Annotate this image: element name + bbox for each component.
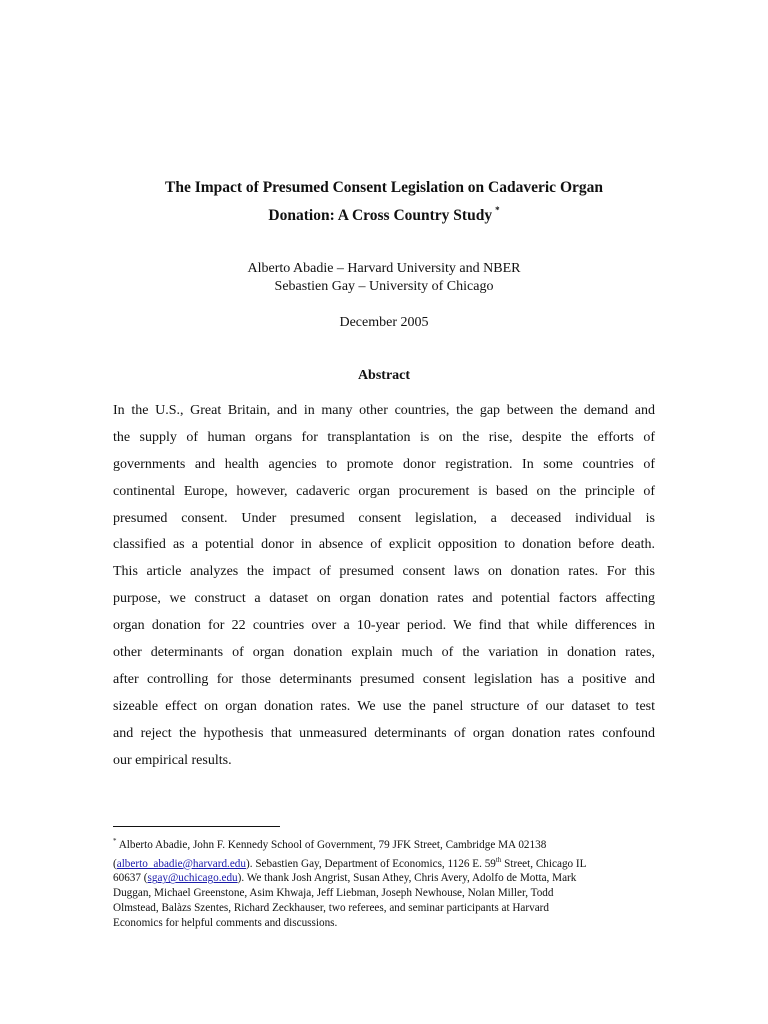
- footnote-line-4: Duggan, Michael Greenstone, Asim Khwaja, Jeff Liebman, Joseph Newhouse, Nolan Miller, Todd: [113, 887, 554, 900]
- footnote-text: Street, Chicago IL: [501, 857, 587, 870]
- abstract-line: continental Europe, however, cadaveric organ procurement is based on the principle of: [113, 483, 655, 499]
- abstract-body: [113, 398, 655, 774]
- abstract-line: organ donation for 22 countries over a 10-year period. We find that while differences in: [113, 618, 655, 634]
- footnote: [113, 834, 658, 930]
- abstract-heading: Abstract: [357, 368, 411, 383]
- abstract-line: purpose, we construct a dataset on organ donation rates and potential factors affecting: [113, 591, 655, 607]
- abstract-line: our empirical results.: [113, 752, 232, 768]
- footnote-marker: *: [113, 837, 117, 845]
- footnote-text: ). Sebastien Gay, Department of Economics, 1126 E. 59: [246, 857, 496, 870]
- author-list: [100, 260, 668, 296]
- abstract-line: classified as a potential donor in absence of explicit opposition to donation before death.: [113, 537, 655, 553]
- footnote-line-1: [113, 834, 658, 853]
- title-line-1: The Impact of Presumed Consent Legislation on Cadaveric Organ: [164, 179, 603, 196]
- email-link-abadie[interactable]: alberto_abadie@harvard.edu: [116, 857, 246, 870]
- footnote-line-3: [113, 871, 658, 886]
- email-link-gay[interactable]: sgay@uchicago.edu: [147, 872, 238, 885]
- abstract-line: and reject the hypothesis that unmeasured determinants of organ donation rates confound: [113, 725, 655, 741]
- title-line-2-text: Donation: A Cross Country Study: [268, 207, 493, 224]
- footnote-line-2: [113, 853, 658, 872]
- footnote-text: ). We thank Josh Angrist, Susan Athey, Chris Avery, Adolfo de Motta, Mark: [237, 872, 577, 885]
- abstract-line: presumed consent. Under presumed consent legislation, a deceased individual is: [113, 510, 655, 526]
- footnote-line-5: Olmstead, Balàzs Szentes, Richard Zeckhauser, two referees, and seminar participants at Harvard: [113, 901, 550, 914]
- footnote-text: (: [113, 857, 117, 870]
- abstract-line: governments and health agencies to promote donor registration. In some countries of: [113, 456, 655, 472]
- author-2: Sebastien Gay – University of Chicago: [274, 279, 494, 294]
- abstract-line: the supply of human organs for transplantation is on the rise, despite the efforts of: [113, 429, 655, 445]
- footnote-line-6: Economics for helpful comments and discussions.: [113, 916, 338, 929]
- abstract-line: after controlling for those determinants presumed consent legislation has a positive and: [113, 671, 655, 687]
- footnote-text: 60637 (: [113, 872, 148, 885]
- publication-date: December 2005: [339, 315, 429, 330]
- abstract-line: sizeable effect on organ donation rates. We use the panel structure of our dataset to test: [113, 698, 655, 714]
- paper-title: [100, 177, 668, 227]
- title-footnote-marker[interactable]: *: [495, 205, 500, 215]
- abstract-line: This article analyzes the impact of presumed consent laws on donation rates. For this: [113, 564, 655, 580]
- author-1: Alberto Abadie – Harvard University and NBER: [247, 261, 521, 276]
- footnote-line-1-text: Alberto Abadie, John F. Kennedy School of Government, 79 JFK Street, Cambridge MA 02138: [118, 839, 547, 851]
- footnote-separator: [113, 826, 280, 827]
- abstract-line: other determinants of organ donation explain much of the variation in donation rates,: [113, 645, 655, 661]
- title-line-2: [100, 199, 668, 227]
- ordinal-suffix: th: [495, 855, 502, 864]
- abstract-line: In the U.S., Great Britain, and in many other countries, the gap between the demand and: [113, 403, 655, 418]
